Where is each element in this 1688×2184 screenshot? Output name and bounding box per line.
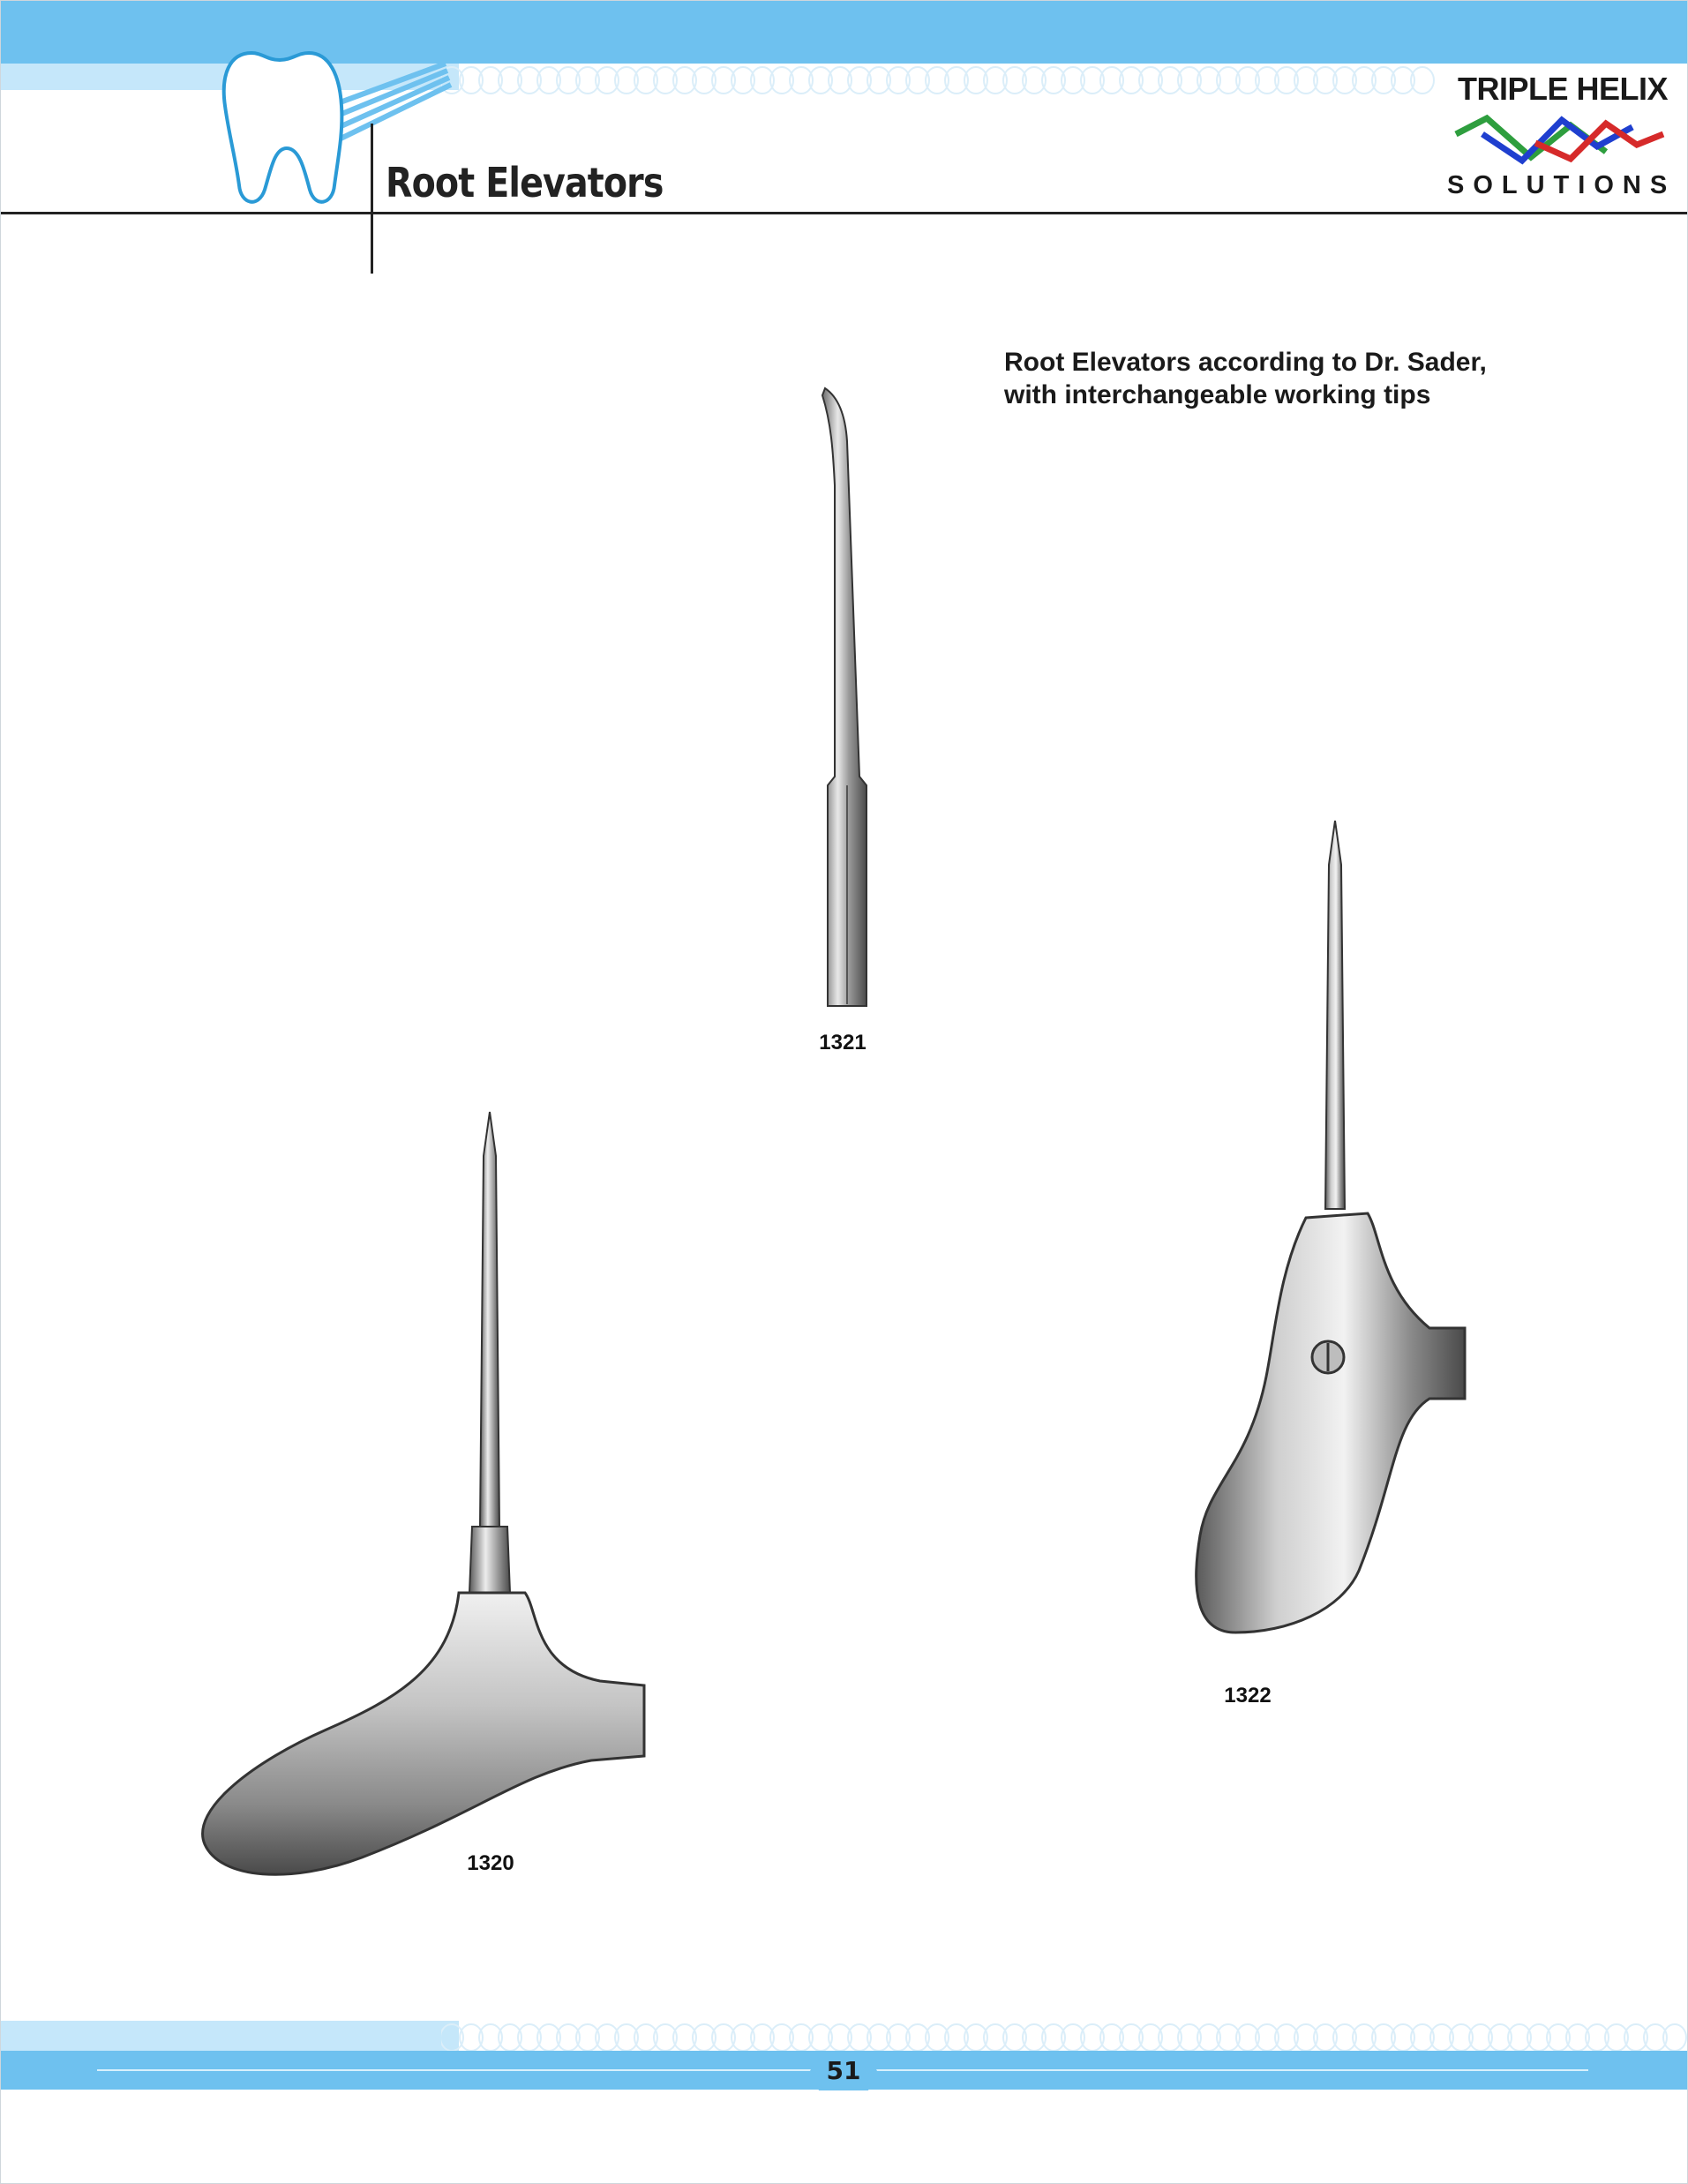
instrument-1322-image bbox=[1174, 812, 1500, 1659]
instrument-1321-image bbox=[794, 379, 891, 1015]
page-title: Root Elevators bbox=[386, 159, 664, 206]
bottom-band-light bbox=[0, 2021, 459, 2051]
decorative-circle-strip bbox=[441, 65, 1438, 95]
brand-name: TRIPLE HELIX bbox=[1457, 71, 1668, 107]
brand-tagline: SOLUTIONS bbox=[1447, 171, 1677, 199]
decorative-circle-strip bbox=[441, 2023, 1688, 2053]
product-description bbox=[1004, 346, 1569, 411]
header-rule bbox=[0, 212, 1688, 214]
instrument-1320-image bbox=[185, 1103, 662, 1897]
description-line: with interchangeable working tips bbox=[1004, 380, 1431, 409]
title-divider bbox=[371, 124, 373, 274]
page-number: 51 bbox=[826, 2056, 861, 2085]
helix-logo-icon bbox=[1447, 108, 1668, 171]
instrument-code: 1321 bbox=[819, 1031, 867, 1054]
description-line: Root Elevators according to Dr. Sader, bbox=[1004, 348, 1487, 377]
instrument-code: 1320 bbox=[467, 1851, 514, 1875]
instrument-code: 1322 bbox=[1224, 1684, 1272, 1707]
